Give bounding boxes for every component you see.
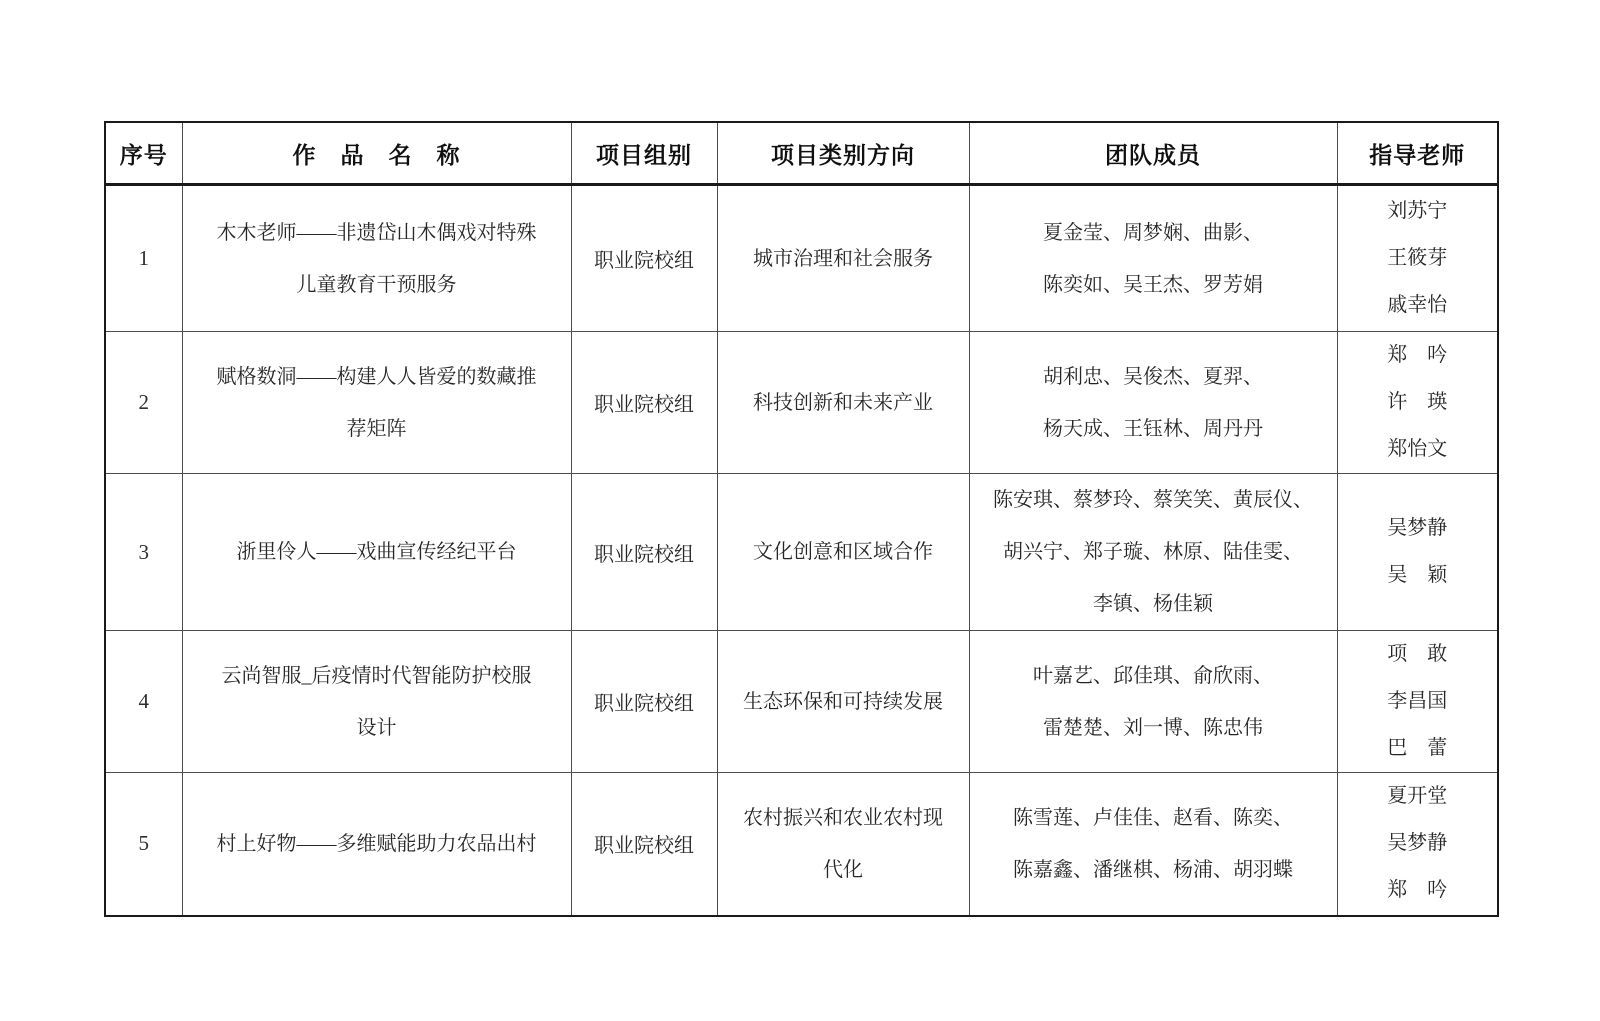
- header-cell-index: 序号: [105, 122, 182, 185]
- team-members-cell: [969, 631, 1337, 773]
- advisor-name: 戚幸怡: [1387, 294, 1448, 316]
- team-members-cell: [969, 474, 1337, 631]
- advisor-name: 郑怡文: [1387, 438, 1448, 460]
- advisor-name: 郑 吟: [1387, 344, 1448, 366]
- header-cell-members: 团队成员: [969, 122, 1337, 185]
- table-row: [105, 332, 1498, 474]
- team-members-line: 陈雪莲、卢佳佳、赵看、陈奕、: [1013, 806, 1293, 829]
- work-title-cell: [182, 474, 571, 631]
- team-members-line: 陈嘉鑫、潘继棋、杨浦、胡羽蝶: [1013, 858, 1293, 881]
- advisors-cell: [1337, 332, 1498, 474]
- work-title-cell: [182, 773, 571, 916]
- table-row: [105, 773, 1498, 916]
- team-members-cell: [969, 185, 1337, 332]
- project-category-line: 文化创意和区域合作: [753, 541, 933, 563]
- header-cell-category: 项目类别方向: [717, 122, 969, 185]
- project-category-line: 农村振兴和农业农村现: [743, 806, 943, 829]
- project-category-line: 代化: [823, 858, 863, 881]
- team-members-line: 胡利忠、吴俊杰、夏羿、: [1043, 365, 1263, 388]
- advisor-name: 吴梦静: [1387, 832, 1448, 855]
- team-members-line: 杨天成、王钰林、周丹丹: [1043, 417, 1263, 440]
- advisor-name: 项 敢: [1387, 643, 1448, 665]
- team-members-line: 雷楚楚、刘一博、陈忠伟: [1043, 716, 1263, 739]
- table-row: [105, 185, 1498, 332]
- row-index: 5: [105, 773, 182, 916]
- work-title-line: 赋格数洞——构建人人皆爱的数藏推: [216, 365, 537, 388]
- project-group-cell: 职业院校组: [571, 185, 717, 332]
- advisor-name: 刘苏宁: [1387, 200, 1448, 222]
- work-title-cell: [182, 332, 571, 474]
- project-group-cell: 职业院校组: [571, 773, 717, 916]
- header-cell-title: 作 品 名 称: [182, 122, 571, 185]
- project-category-cell: [717, 474, 969, 631]
- work-title-line: 儿童教育干预服务: [296, 273, 457, 296]
- project-category-cell: [717, 773, 969, 916]
- work-title-line: 荐矩阵: [346, 417, 407, 440]
- header-row: [105, 122, 1498, 185]
- team-members-line: 胡兴宁、郑子璇、林原、陆佳雯、: [1003, 541, 1303, 563]
- awards-table: [104, 121, 1499, 917]
- work-title-line: 村上好物——多维赋能助力农品出村: [216, 832, 537, 855]
- advisors-cell: [1337, 185, 1498, 332]
- advisor-name: 夏开堂: [1387, 785, 1448, 808]
- project-category-cell: [717, 631, 969, 773]
- advisor-name: 王筱芽: [1387, 247, 1448, 269]
- advisor-name: 李昌国: [1387, 690, 1448, 712]
- work-title-line: 设计: [356, 716, 397, 739]
- row-index: 2: [105, 332, 182, 474]
- team-members-cell: [969, 773, 1337, 916]
- advisors-cell: [1337, 773, 1498, 916]
- advisor-name: 郑 吟: [1387, 879, 1448, 902]
- team-members-line: 李镇、杨佳颖: [1093, 593, 1213, 615]
- project-group-cell: 职业院校组: [571, 474, 717, 631]
- row-index: 1: [105, 185, 182, 332]
- header-cell-group: 项目组别: [571, 122, 717, 185]
- work-title-line: 浙里伶人——戏曲宣传经纪平台: [236, 541, 517, 563]
- work-title-line: 云尚智服_后疫情时代智能防护校服: [221, 664, 532, 687]
- advisors-cell: [1337, 631, 1498, 773]
- table-row: [105, 631, 1498, 773]
- project-group-cell: 职业院校组: [571, 631, 717, 773]
- header-cell-advisors: 指导老师: [1337, 122, 1498, 185]
- project-category-cell: [717, 332, 969, 474]
- team-members-line: 陈奕如、吴王杰、罗芳娟: [1043, 273, 1263, 296]
- advisor-name: 吴 颖: [1387, 564, 1448, 586]
- document-sheet: [104, 121, 1499, 917]
- table-row: [105, 474, 1498, 631]
- advisor-name: 巴 蕾: [1387, 737, 1448, 759]
- advisor-name: 许 瑛: [1387, 391, 1448, 413]
- team-members-line: 夏金莹、周梦娴、曲影、: [1043, 221, 1263, 244]
- advisors-cell: [1337, 474, 1498, 631]
- project-category-line: 生态环保和可持续发展: [743, 690, 943, 713]
- project-category-line: 科技创新和未来产业: [753, 391, 933, 414]
- project-group-cell: 职业院校组: [571, 332, 717, 474]
- project-category-line: 城市治理和社会服务: [753, 247, 933, 270]
- work-title-cell: [182, 631, 571, 773]
- project-category-cell: [717, 185, 969, 332]
- team-members-line: 叶嘉艺、邱佳琪、俞欣雨、: [1033, 664, 1273, 687]
- row-index: 4: [105, 631, 182, 773]
- work-title-line: 木木老师——非遗岱山木偶戏对特殊: [216, 221, 537, 244]
- team-members-line: 陈安琪、蔡梦玲、蔡笑笑、黄辰仪、: [993, 489, 1313, 511]
- advisor-name: 吴梦静: [1387, 517, 1448, 539]
- team-members-cell: [969, 332, 1337, 474]
- row-index: 3: [105, 474, 182, 631]
- work-title-cell: [182, 185, 571, 332]
